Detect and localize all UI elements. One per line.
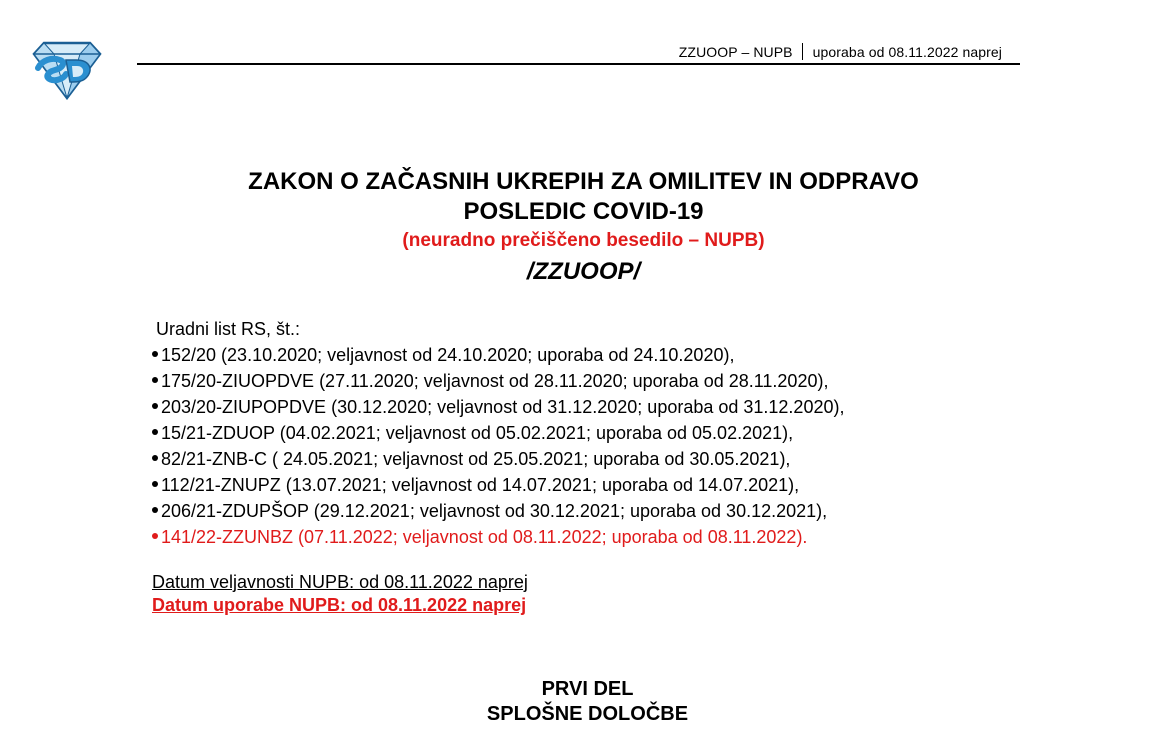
part-number: PRVI DEL [541, 678, 634, 700]
law-title-line-2: POSLEDIC COVID-19 [463, 198, 704, 225]
usage-date: Datum uporabe NUPB: od 08.11.2022 naprej [152, 595, 527, 615]
bullet-icon [152, 377, 158, 383]
header-rule [137, 63, 1020, 65]
bullet-icon [152, 533, 158, 539]
bullet-icon [152, 351, 158, 357]
gazette-title: Uradni list RS, št.: [156, 319, 301, 339]
bullet-icon [152, 429, 158, 435]
part-name: SPLOŠNE DOLOČBE [486, 703, 689, 725]
gazette-item [152, 472, 844, 498]
gazette-item-text: 175/20-ZIUOPDVE (27.11.2020; veljavnost od 28.11.2020; uporaba od 28.11.2020), [161, 371, 829, 391]
bullet-icon [152, 481, 158, 487]
gazette-item [152, 498, 844, 524]
gazette-item-text: 82/21-ZNB-C ( 24.05.2021; veljavnost od 25.05.2021; uporaba od 30.05.2021), [161, 449, 791, 469]
law-title-line-1: ZAKON O ZAČASNIH UKREPIH ZA OMILITEV IN ODPRAVO [248, 168, 919, 195]
validity-block [152, 571, 528, 617]
header-abbreviation: ZZUOOP – NUPB [678, 44, 793, 60]
official-gazette-list [152, 316, 844, 550]
gazette-item [152, 342, 844, 368]
gazette-item-text: 15/21-ZDUOP (04.02.2021; veljavnost od 05.02.2021; uporaba od 05.02.2021), [161, 423, 794, 443]
gazette-item-text: 141/22-ZZUNBZ (07.11.2022; veljavnost od 08.11.2022; uporaba od 08.11.2022). [161, 527, 808, 547]
bullet-icon [152, 403, 158, 409]
gazette-item [152, 394, 844, 420]
header-usage-date: uporaba od 08.11.2022 naprej [812, 44, 1002, 60]
bullet-icon [152, 507, 158, 513]
gazette-items [152, 342, 844, 550]
bullet-icon [152, 455, 158, 461]
sd-logo-icon [30, 40, 104, 100]
gazette-item-text: 112/21-ZNUPZ (13.07.2021; veljavnost od 14.07.2021; uporaba od 14.07.2021), [161, 475, 800, 495]
document-header [679, 43, 1002, 60]
law-abbreviation: /ZZUOOP/ [526, 258, 641, 285]
gazette-item [152, 524, 844, 550]
header-separator [802, 43, 803, 60]
gazette-item [152, 420, 844, 446]
sd-logo [30, 40, 104, 100]
validity-date: Datum veljavnosti NUPB: od 08.11.2022 naprej [152, 572, 528, 592]
gazette-item [152, 368, 844, 394]
gazette-item-text: 203/20-ZIUPOPDVE (30.12.2020; veljavnost od 31.12.2020; uporaba od 31.12.2020), [161, 397, 845, 417]
gazette-item-text: 206/21-ZDUPŠOP (29.12.2021; veljavnost od 30.12.2021; uporaba od 30.12.2021), [161, 501, 828, 521]
law-subtitle: (neuradno prečiščeno besedilo – NUPB) [402, 230, 765, 251]
gazette-item [152, 446, 844, 472]
gazette-item-text: 152/20 (23.10.2020; veljavnost od 24.10.2020; uporaba od 24.10.2020), [161, 345, 735, 365]
